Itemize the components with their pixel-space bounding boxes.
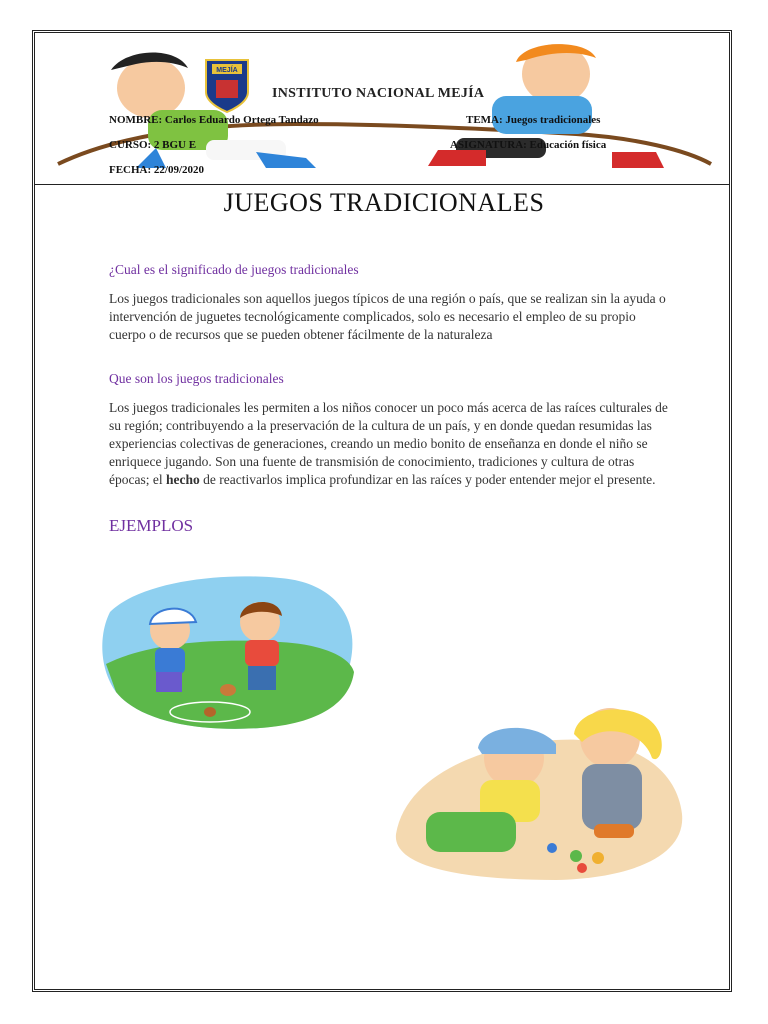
- section2-body-bold: hecho: [165, 472, 200, 487]
- section2-body-text-end: de reactivarlos implica profundizar en las raíces y poder entender mejor el presente.: [199, 472, 656, 487]
- examples-heading: EJEMPLOS: [109, 516, 194, 535]
- institution-name: INSTITUTO NACIONAL MEJÍA: [272, 86, 485, 101]
- badge-label: MEJÍA: [216, 67, 238, 74]
- date-label: FECHA: 22/09/2020: [109, 164, 205, 176]
- example-image-spinning-top: [100, 572, 360, 732]
- school-badge-icon: [206, 60, 248, 112]
- student-name: NOMBRE: Carlos Eduardo Ortega Tandazo: [109, 114, 319, 126]
- topic-label: TEMA: Juegos tradicionales: [466, 114, 601, 126]
- page-title: JUEGOS TRADICIONALES: [223, 188, 545, 217]
- section2-body: [109, 399, 669, 489]
- header-divider: [34, 184, 730, 185]
- section2-heading: Que son los juegos tradicionales: [109, 371, 284, 386]
- example-image-marbles: [386, 684, 686, 880]
- course-label: CURSO: 2 BGU E: [109, 139, 197, 151]
- header-illustration: [56, 40, 716, 180]
- section2-body-text: Los juegos tradicionales les permiten a los niños conocer un poco más acerca de las raíces culturales de su región; contribuyendo a la preservación de la cultura de un país, y en donde quedan resumidas las experiencias colectivas de generaciones, creando un medio bonito de enseñanza en donde el niño se enriquece jugando. Son una fuente de transmisión de conocimiento, tradiciones y cultura de otras épocas; el: [109, 400, 668, 487]
- subject-label: ASIGNATURA: Educación física: [450, 139, 607, 151]
- section1-body: Los juegos tradicionales son aquellos juegos típicos de una región o país, que se realizan sin la ayuda o intervención de juguetes tecnológicamente complicados, solo es necesario el empleo de su propio cuerpo o de recursos que se pueden obtener fácilmente de la naturaleza: [109, 291, 666, 342]
- section1-heading: ¿Cual es el significado de juegos tradicionales: [109, 262, 359, 277]
